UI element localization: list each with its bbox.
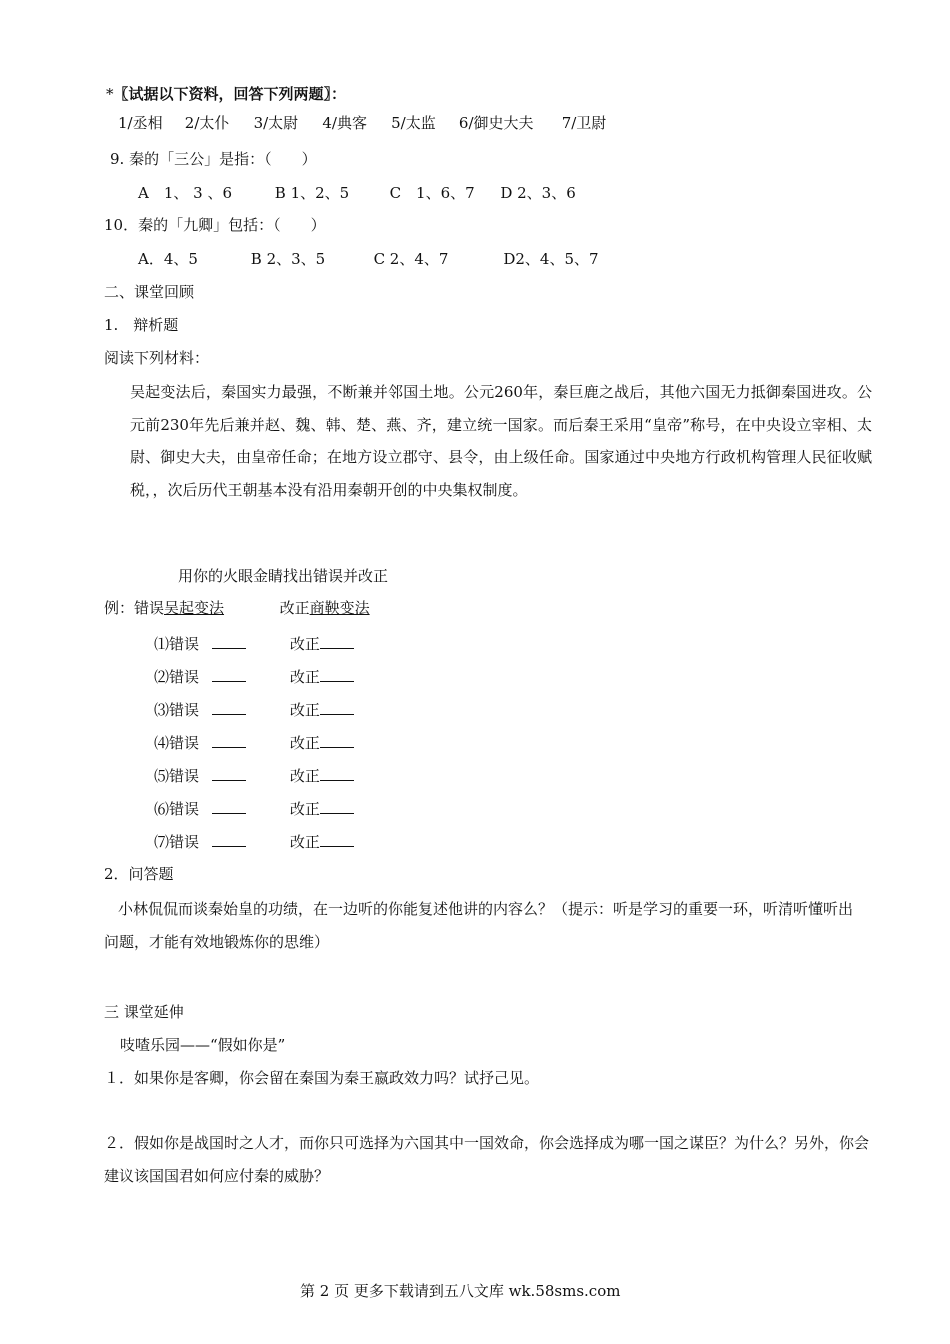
- correction-row: [154, 797, 354, 819]
- row-number: ⑴: [154, 635, 170, 653]
- reading-passage: 吴起变法后，秦国实力最强，不断兼并邻国土地。公元260年，秦巨鹿之战后，其他六国无力抵御秦国进攻。公元前230年先后兼并赵、魏、韩、楚、燕、齐，建立统一国家。而后秦王采用“皇帝”称号，在中央设立宰相、太尉、御史大夫，由皇帝任命；在地方设立郡守、县令，由上级任命。国家通过中央地方行政机构管理人民征收赋税，，次后历代王朝基本没有沿用秦朝开创的中央集权制度。: [130, 383, 872, 499]
- official-item: 5/太监: [391, 114, 436, 132]
- option-b: B 2、3、5: [250, 250, 326, 268]
- correction-row: [154, 665, 354, 687]
- example-wrong-label: 例：错误: [104, 599, 165, 617]
- row-wrong-label: 错误: [169, 701, 200, 719]
- row-number: ⑹: [154, 800, 170, 818]
- correction-row: [154, 764, 354, 786]
- wrong-blank[interactable]: [212, 731, 246, 748]
- option-d: D2、4、5、7: [503, 250, 599, 268]
- official-item: 6/御史大夫: [458, 114, 534, 132]
- fix-blank[interactable]: [320, 797, 354, 814]
- read-instruction: 阅读下列材料：: [104, 349, 210, 367]
- extension-question-1: １．如果你是客卿，你会留在秦国为秦王嬴政效力吗？试抒己见。: [104, 1069, 540, 1087]
- row-number: ⑶: [154, 701, 170, 719]
- row-wrong-label: 错误: [169, 833, 200, 851]
- section-3-subtitle: 吱喳乐园——“假如你是”: [120, 1036, 286, 1054]
- correction-row: [154, 830, 354, 852]
- example-row: [104, 598, 394, 618]
- qa-question: 小林侃侃而谈秦始皇的功绩，在一边听的你能复述他讲的内容么？（提示：听是学习的重要一环，听清听懂听出问题，才能有效地锻炼你的思维）: [104, 900, 854, 951]
- wrong-blank[interactable]: [212, 632, 246, 649]
- wrong-blank[interactable]: [212, 830, 246, 847]
- official-item: 3/太尉: [253, 114, 299, 132]
- option-a: A．4、5: [138, 250, 198, 268]
- row-fix-label: 改正: [289, 668, 320, 686]
- row-fix-label: 改正: [289, 767, 320, 785]
- row-fix-label: 改正: [289, 800, 320, 818]
- example-wrong-value: 吴起变法: [164, 599, 225, 617]
- page-footer: 第 2 页 更多下载请到五八文库 wk.58sms.com: [300, 1282, 621, 1300]
- example-fix-label: 改正: [279, 599, 310, 617]
- row-wrong-label: 错误: [169, 635, 200, 653]
- official-item: 1/丞相: [118, 114, 163, 132]
- official-list: [118, 113, 606, 133]
- row-number: ⑸: [154, 767, 170, 785]
- subsection-qa: 2．问答题: [104, 865, 174, 883]
- extension-question-2: ２．假如你是战国时之人才，而你只可选择为六国其中一国效命，你会选择成为哪一国之谋臣？为什么？另外，你会建议该国国君如何应付秦的威胁？: [104, 1134, 870, 1185]
- wrong-blank[interactable]: [212, 665, 246, 682]
- row-wrong-label: 错误: [169, 734, 200, 752]
- fix-blank[interactable]: [320, 764, 354, 781]
- correction-instruction: 用你的火眼金睛找出错误并改正: [178, 567, 389, 585]
- fix-blank[interactable]: [320, 731, 354, 748]
- wrong-blank[interactable]: [212, 764, 246, 781]
- fix-blank[interactable]: [320, 665, 354, 682]
- row-fix-label: 改正: [289, 635, 320, 653]
- correction-row: [154, 698, 354, 720]
- official-item: 2/太仆: [184, 114, 230, 132]
- correction-row: [154, 632, 354, 654]
- question-9-options: [138, 183, 576, 203]
- option-c: C 2、4、7: [373, 250, 449, 268]
- question-9: 9. 秦的「三公」是指：（ ）: [110, 150, 317, 168]
- section-3-title: 三 课堂延伸: [104, 1003, 184, 1021]
- star-mark: *: [106, 85, 114, 103]
- option-c: C 1、6、7: [389, 184, 475, 202]
- question-10-options: [138, 249, 599, 269]
- material-heading: [106, 84, 346, 104]
- material-heading-text: 〖试据以下资料，回答下列两题〗：: [113, 85, 347, 103]
- official-item: 7/卫尉: [561, 114, 607, 132]
- row-fix-label: 改正: [289, 701, 320, 719]
- wrong-blank[interactable]: [212, 698, 246, 715]
- official-item: 4/典客: [322, 114, 367, 132]
- row-number: ⑷: [154, 734, 170, 752]
- fix-blank[interactable]: [320, 698, 354, 715]
- row-number: ⑵: [154, 668, 170, 686]
- example-fix-value: 商鞅变法: [309, 599, 370, 617]
- question-10: 10．秦的「九卿」包括：（ ）: [104, 216, 326, 234]
- row-fix-label: 改正: [289, 833, 320, 851]
- row-wrong-label: 错误: [169, 668, 200, 686]
- fix-blank[interactable]: [320, 830, 354, 847]
- row-fix-label: 改正: [289, 734, 320, 752]
- fix-blank[interactable]: [320, 632, 354, 649]
- wrong-blank[interactable]: [212, 797, 246, 814]
- option-a: A 1、 3 、6: [138, 184, 232, 202]
- section-2-title: 二、课堂回顾: [104, 283, 195, 301]
- row-wrong-label: 错误: [169, 800, 200, 818]
- correction-row: [154, 731, 354, 753]
- row-wrong-label: 错误: [169, 767, 200, 785]
- option-b: B 1、2、5: [274, 184, 350, 202]
- row-number: ⑺: [154, 833, 170, 851]
- option-d: D 2、3、6: [500, 184, 576, 202]
- subsection-analysis: 1. 辩析题: [104, 316, 179, 334]
